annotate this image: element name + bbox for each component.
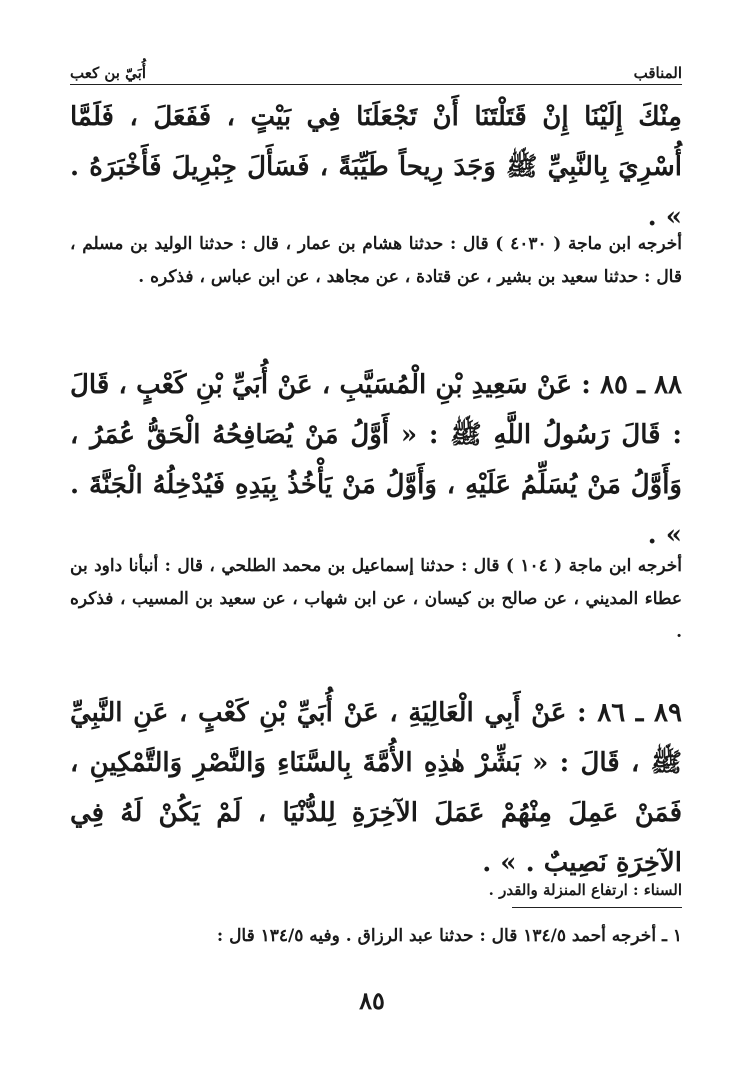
footnote-separator (512, 907, 682, 908)
page-number: ٨٥ (359, 986, 385, 1015)
header-section-title: المناقب (628, 64, 682, 82)
running-header (70, 64, 682, 85)
hadith-89: ٨٩ ـ ٨٦ : عَنْ أَبِي الْعَالِيَةِ ، عَنْ أُبَيِّ بْنِ كَعْبٍ ، عَنِ النَّبِيِّ ﷺ ، قَالَ : « بَشِّرْ هٰذِهِ الأُمَّةَ بِالسَّنَاءِ وَالنَّصْرِ وَالتَّمْكِينِ ، فَمَنْ عَمِلَ مِنْهُمْ عَمَلَ الآخِرَةِ لِلدُّنْيَا ، لَمْ يَكُنْ لَهُ فِي الآخِرَةِ نَصِيبٌ . » . (70, 698, 682, 878)
header-chapter-title: أُبَيّ بن كعب (70, 64, 152, 82)
hadith-continuation: مِنْكَ إِلَيْنَا إِنْ قَتَلْتَنَا أَنْ تَجْعَلَنَا فِي بَيْتٍ ، فَفَعَلَ ، فَلَمَّا أُسْرِيَ بِالنَّبِيِّ ﷺ وَجَدَ رِيحاً طَيِّبَةً ، فَسَأَلَ جِبْرِيلَ فَأَخْبَرَهُ . » . (70, 102, 682, 232)
takhrij-note-88: أخرجه ابن ماجة ( ١٠٤ ) قال : حدثنا إسماعيل بن محمد الطلحي ، قال : أنبأنا داود بن عطاء المديني ، عن صالح بن كيسان ، عن ابن شهاب ، عن سعيد بن المسيب ، فذكره . (70, 556, 682, 642)
footnote: ١ ـ أخرجه أحمد ١٣٤/٥ قال : حدثنا عبد الرزاق . وفيه ١٣٤/٥ قال : (216, 926, 682, 946)
hadith-88: ٨٨ ـ ٨٥ : عَنْ سَعِيدِ بْنِ الْمُسَيَّبِ ، عَنْ أُبَيِّ بْنِ كَعْبٍ ، قَالَ : قَالَ رَسُولُ اللَّهِ ﷺ : « أَوَّلُ مَنْ يُصَافِحُهُ الْحَقُّ عُمَرُ ، وَأَوَّلُ مَنْ يُسَلِّمُ عَلَيْهِ ، وَأَوَّلُ مَنْ يَأْخُذُ بِيَدِهِ فَيُدْخِلُهُ الْجَنَّةَ . » . (70, 370, 682, 550)
word-gloss: السناء : ارتفاع المنزلة والقدر . (488, 881, 682, 899)
takhrij-note: أخرجه ابن ماجة ( ٤٠٣٠ ) قال : حدثنا هشام بن عمار ، قال : حدثنا الوليد بن مسلم ، قال : حدثنا سعيد بن بشير ، عن قتادة ، عن مجاهد ، عن ابن عباس ، فذكره . (70, 234, 682, 287)
